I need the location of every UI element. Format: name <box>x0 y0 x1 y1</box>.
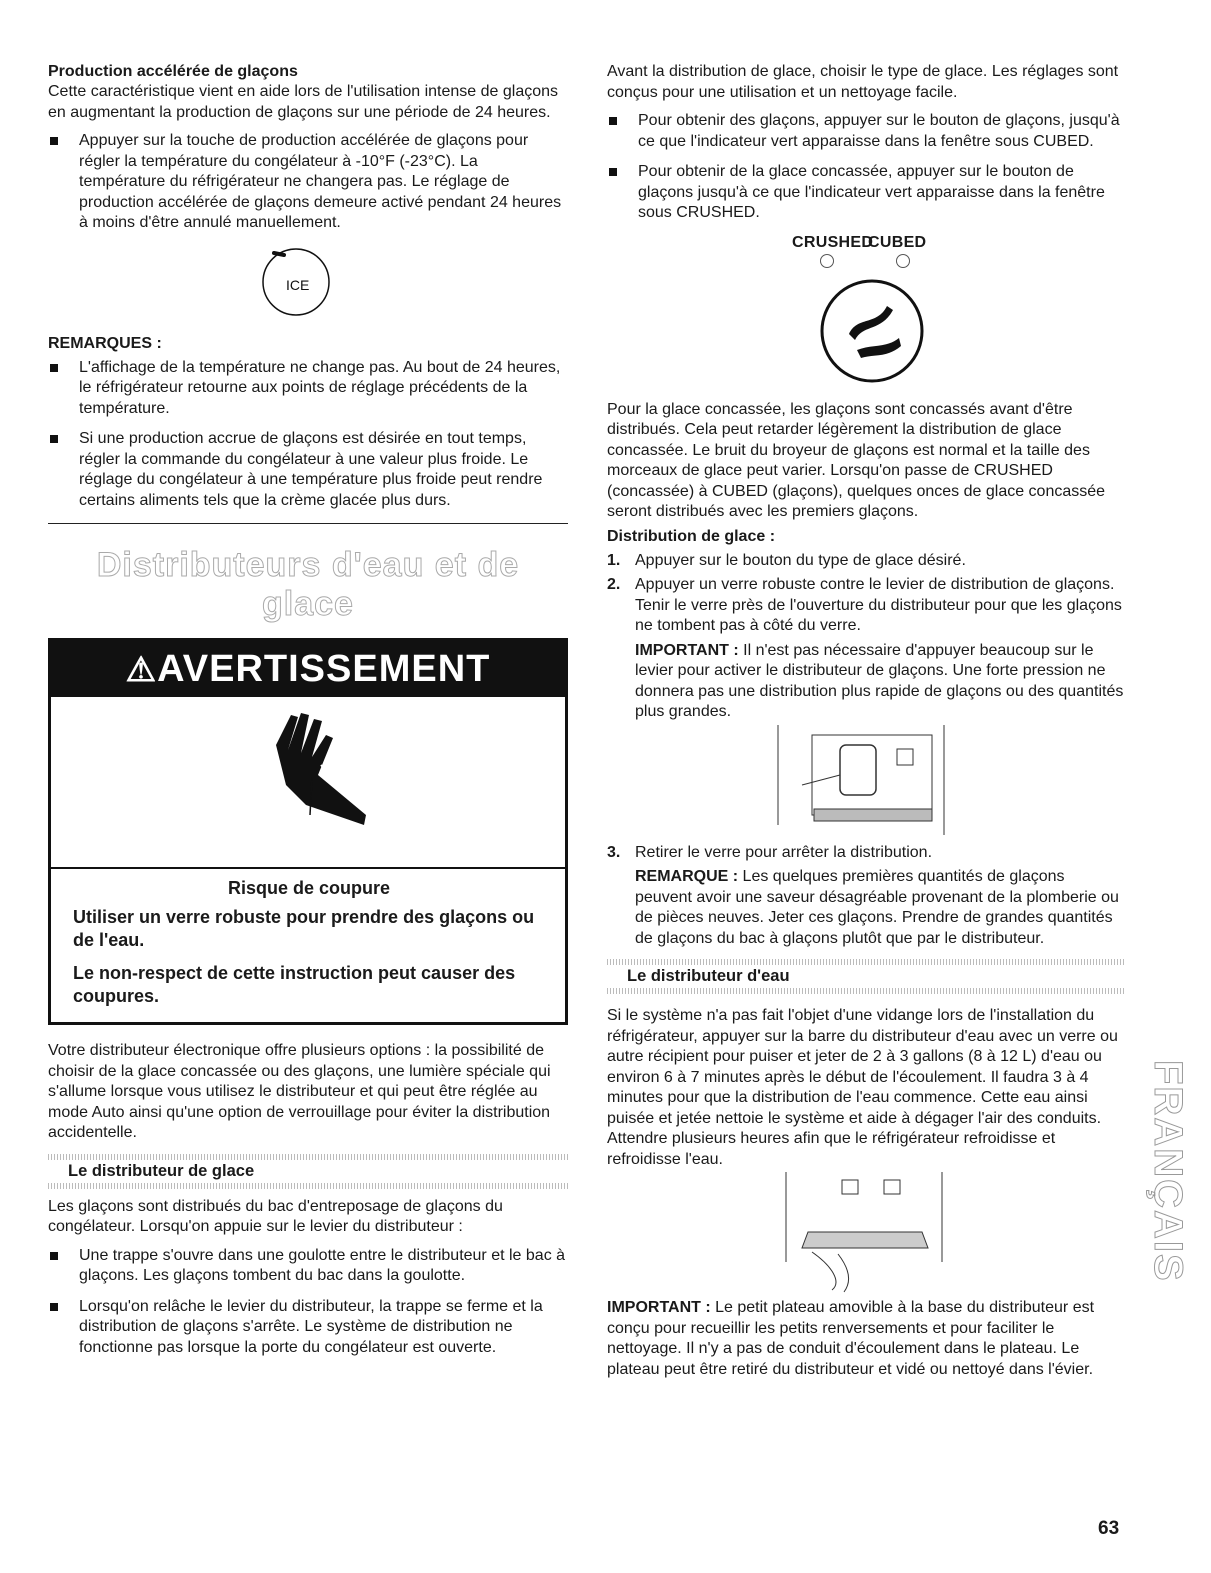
left-column <box>48 62 568 1358</box>
cubed-indicator-icon <box>896 254 910 268</box>
warning-risk: Risque de coupure <box>227 878 391 898</box>
side-tab-label: FRANÇAIS <box>1146 1060 1190 1283</box>
ice-button-label: ICE <box>286 276 310 293</box>
rapid-ice-intro: Cette caractéristique vient en aide lors de l'utilisation intense de glaçons en augmentant la production de glaçons sur une période de 24 heures. <box>48 83 559 121</box>
glass-dispenser-illustration <box>607 723 1125 843</box>
important-note-2: IMPORTANT : Le petit plateau amovible à la base du distributeur est conçu pour recueillir les petits renversements et pour faciliter le nettoyage. Il n'y a pas de conduit d'écoulement dans le plateau. Le plateau peut être retiré du distributeur et vidé ou nettoyé dans l'évier. <box>607 1299 1095 1378</box>
remark-item: Si une production accrue de glaçons est désirée en tout temps, régler la commande du congélateur à une valeur plus froide. Le réglage du congélateur à une température plus froide peut rendre certains aliments tels que la crème glacée plus durs. <box>48 429 568 511</box>
warning-banner <box>51 641 565 697</box>
ice-button-icon <box>256 242 346 322</box>
important-note-1: IMPORTANT : Il n'est pas nécessaire d'appuyer beaucoup sur le levier pour activer le distributeur de glaçons. Une forte pression ne donnera pas une distribution plus rapide de glaçons ou des quantités plus grandes. <box>635 641 1124 720</box>
ice-dispenser-intro: Les glaçons sont distribués du bac d'entreposage de glaçons du congélateur. Lorsqu'on appuie sur le levier du distributeur : <box>48 1197 503 1235</box>
warning-box <box>48 638 568 1025</box>
warning-body <box>51 869 565 1022</box>
language-side-tab <box>1146 1060 1196 1360</box>
ice-button-illustration <box>48 240 568 332</box>
distribution-step-3 <box>607 843 1125 864</box>
remarks-title: REMARQUES : <box>48 334 162 352</box>
cut-hand-icon <box>246 705 406 865</box>
ice-dispenser-title: Le distributeur de glace <box>68 1161 255 1180</box>
remarque-note: REMARQUE : Les quelques premières quantités de glaçons peuvent avoir une saveur désagréable provenant de la plomberie ou de pièces neuves. Jeter ces glaçons. Prendre de grandes quantités de glaçons du bac à glaçons plutôt que par le distributeur. <box>635 868 1119 947</box>
ice-dispenser-item: Une trappe s'ouvre dans une goulotte entre le distributeur et le bac à glaçons. Les glaçons tombent du bac dans la goulotte. <box>48 1246 568 1287</box>
dispenser-intro: Votre distributeur électronique offre plusieurs options : la possibilité de choisir de la glace concassée ou des glaçons, une lumière spéciale qui s'allume lorsque vous utilisez le distributeur et qui peut être réglée au mode Auto ainsi qu'une option de verrouillage pour éviter la distribution accidentelle. <box>48 1042 551 1141</box>
crushed-label: CRUSHED <box>792 233 874 251</box>
divider <box>48 523 568 524</box>
crushed-paragraph: Pour la glace concassée, les glaçons sont concassés avant d'être distribués. Cela peut retarder légèrement la distribution de glace concassée. Le bruit du broyeur de glaçons est normal et la taille des morceaux de glace peut varier. Lorsqu'on passe de CRUSHED (concassée) à CUBED (glaçons), quelques onces de glace concassée seront distribués avec les premiers glaçons. <box>607 400 1106 520</box>
cut-hand-illustration <box>51 697 565 869</box>
warning-triangle-icon: ⚠ <box>125 651 158 689</box>
warning-line1: Utiliser un verre robuste pour prendre des glaçons ou de l'eau. <box>73 907 535 950</box>
ice-type-item: Pour obtenir des glaçons, appuyer sur le bouton de glaçons, jusqu'à ce que l'indicateur vert apparaisse dans la fenêtre sous CUBED. <box>607 111 1125 152</box>
glass-dispenser-icon <box>772 725 952 845</box>
right-intro: Avant la distribution de glace, choisir le type de glace. Les réglages sont conçus pour une utilisation et un nettoyage facile. <box>607 63 1119 101</box>
section-title: Distributeurs d'eau et de glace <box>96 546 520 623</box>
ice-dispenser-item: Lorsqu'on relâche le levier du distributeur, la trappe se ferme et la distribution de glaçons s'arrête. Le système de distribution ne fonctionne pas lorsque la porte du congélateur est ouverte. <box>48 1297 568 1359</box>
water-dispenser-icon <box>772 1172 952 1296</box>
warning-line2: Le non-respect de cette instruction peut causer des coupures. <box>73 963 516 1006</box>
ice-select-button-icon <box>817 276 927 386</box>
page-number: 63 <box>1098 1518 1120 1539</box>
right-column <box>607 62 1125 1380</box>
remarks-list <box>48 358 568 512</box>
ice-selector-illustration <box>607 234 1125 394</box>
rapid-ice-bullet: Appuyer sur la touche de production accélérée de glaçons pour régler la température du congélateur à -10°F (-23°C). La température du réfrigérateur ne changera pas. Le réglage de production accélérée de glaçons demeure activé pendant 24 heures à moins d'être annulé manuellement. <box>48 131 568 234</box>
distribution-steps <box>607 551 1125 637</box>
remark-item: L'affichage de la température ne change pas. Au bout de 24 heures, le réfrigérateur retourne aux points de réglage précédents de la température. <box>48 358 568 420</box>
distribution-step: 2. Appuyer un verre robuste contre le levier de distribution de glaçons. Tenir le verre près de l'ouverture du distributeur pour que les glaçons ne tombent pas à côté du verre. <box>607 576 1122 634</box>
ice-dispenser-header <box>48 1154 568 1189</box>
water-paragraph: Si le système n'a pas fait l'objet d'une vidange lors de l'installation du réfrigérateur, appuyer sur la barre du distributeur d'eau avec un verre ou autre récipient pour puiser et jeter de 2 à 3 gallons (8 à 12 L) d'eau ou environ 6 à 7 minutes après le début de l'écoulement. Il faudra 3 à 4 minutes pour que la distribution de l'eau commence. Cette eau ainsi puisée et jetée nettoie le système et aide à dégager l'air des conduits. Attendre plusieurs heures afin que le réfrigérateur refroidisse et refroidisse l'eau. <box>607 1007 1118 1168</box>
water-dispenser-illustration <box>607 1170 1125 1298</box>
ice-dispenser-list <box>48 1246 568 1359</box>
ice-type-item: Pour obtenir de la glace concassée, appuyer sur le bouton de glaçons jusqu'à ce que l'indicateur vert apparaisse dans la fenêtre sous CRUSHED. <box>607 162 1125 224</box>
distribution-step: 1. Appuyer sur le bouton du type de glace désiré. <box>607 551 966 569</box>
distribution-title: Distribution de glace : <box>607 527 776 545</box>
distribution-step: 3. Retirer le verre pour arrêter la distribution. <box>607 843 933 861</box>
crushed-indicator-icon <box>820 254 834 268</box>
rapid-ice-list <box>48 131 568 234</box>
cubed-label: CUBED <box>868 233 927 251</box>
water-dispenser-header <box>607 959 1125 994</box>
warning-banner-text: AVERTISSEMENT <box>157 648 491 690</box>
water-dispenser-title: Le distributeur d'eau <box>627 967 790 985</box>
ice-type-list <box>607 111 1125 224</box>
rapid-ice-title: Production accélérée de glaçons <box>48 63 298 80</box>
